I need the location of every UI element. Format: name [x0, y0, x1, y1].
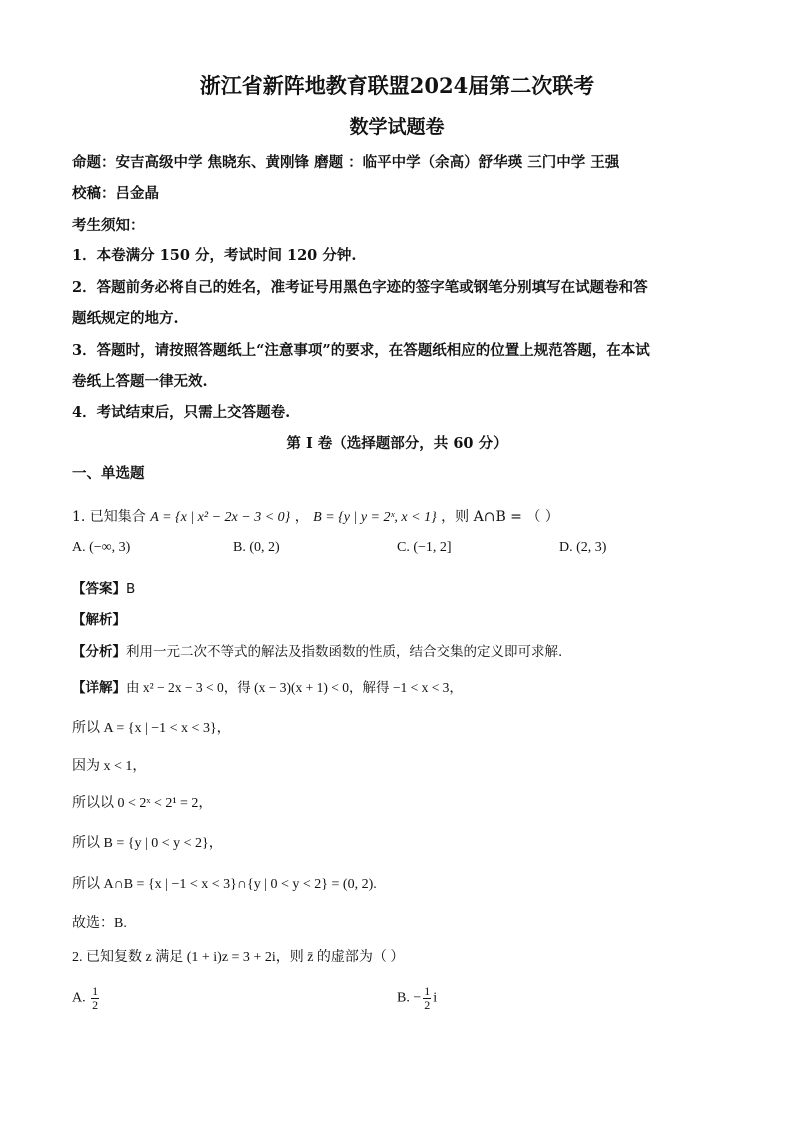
page-subtitle: 数学试题卷 — [349, 116, 445, 138]
q1-answer — [72, 577, 135, 597]
q2-option-b-sign: − — [413, 990, 422, 1006]
q2-option-a-denominator: 2 — [92, 998, 99, 1012]
q2-option-b-numerator: 1 — [424, 984, 431, 998]
credits-line-1: 命题：安吉高级中学 焦晓东、黄刚锋 磨题 ：临平中学（余高）舒华瑛 三门中学 王强 — [72, 154, 620, 171]
q1-detail-1 — [72, 676, 463, 696]
section-title: 第 I 卷（选择题部分，共 60 分） — [286, 435, 508, 452]
section-part: 一、单选题 — [72, 465, 145, 482]
notice-item-2: 2．答题前务必将自己的姓名，准考证号用黑色字迹的签字笔或钢笔分别填写在试题卷和答 — [72, 279, 648, 296]
q1-option-c: C. (−1, 2] — [397, 540, 452, 555]
notice-item-4: 4．考试结束后，只需上交答题卷. — [72, 404, 291, 421]
page-title: 浙江省新阵地教育联盟2024届第二次联考 — [199, 73, 595, 98]
q1-detail-3: 因为 x < 1， — [72, 759, 147, 774]
q1-conclusion: 故选：B. — [72, 916, 127, 931]
question-1: 1. 已知集合 A = {x | x² − 2x − 3 < 0} ， B = {y | y = 2ˣ, x < 1} ，则 A∩B = （ ） — [72, 509, 559, 525]
q2-option-a-numerator: 1 — [92, 984, 99, 998]
q1-set-b: B = {y | y = 2ˣ, x < 1} — [313, 510, 437, 525]
q1-option-d: D. (2, 3) — [559, 540, 607, 555]
q1-fenxi-text: 利用一元二次不等式的解法及指数函数的性质，结合交集的定义即可求解. — [126, 644, 563, 660]
notice-item-3-cont: 卷纸上答题一律无效. — [72, 373, 208, 390]
q1-detail-5: 所以 B = {y | 0 < y < 2}， — [72, 836, 223, 851]
notice-item-2-cont: 题纸规定的地方. — [72, 310, 179, 327]
q1-fenxi-label: 【分析】 — [72, 644, 126, 660]
q1-detail-label: 【详解】 — [72, 680, 126, 696]
notice-item-3: 3．答题时，请按照答题纸上“注意事项”的要求，在答题纸相应的位置上规范答题，在本试 — [72, 342, 650, 359]
q2-option-a — [72, 985, 101, 1012]
q2-option-b-label: B. — [397, 990, 410, 1006]
q2-option-b-suffix: i — [433, 990, 438, 1006]
q1-option-a: A. (−∞, 3) — [72, 540, 131, 555]
q1-answer-value: B — [126, 581, 136, 597]
q2-option-b-denominator: 2 — [424, 998, 431, 1012]
q1-detail-4: 所以以 0 < 2ˣ < 2¹ = 2， — [72, 796, 213, 811]
q2-option-b — [397, 985, 437, 1012]
q1-option-b: B. (0, 2) — [233, 540, 280, 555]
question-2: 2. 已知复数 z 满足 (1 + i)z = 3 + 2i，则 z̄ 的虚部为（ ） — [72, 950, 405, 965]
q1-prefix: 1. 已知集合 — [72, 509, 146, 525]
q1-set-a: A = {x | x² − 2x − 3 < 0} — [150, 510, 291, 525]
q1-detail-1-text: 由 x² − 2x − 3 < 0，得 (x − 3)(x + 1) < 0，解得 −1 < x < 3， — [126, 680, 463, 695]
q2-option-a-fraction — [91, 985, 99, 1012]
q2-option-a-label: A. — [72, 990, 86, 1006]
q1-fenxi — [72, 640, 562, 660]
notice-item-1: 1．本卷满分 150 分，考试时间 120 分钟. — [72, 247, 357, 264]
q2-option-b-fraction — [423, 985, 431, 1012]
q1-analysis-label: 【解析】 — [72, 612, 126, 628]
q1-answer-label: 【答案】 — [72, 581, 126, 597]
q1-detail-2: 所以 A = {x | −1 < x < 3}， — [72, 721, 231, 736]
q1-ask: ，则 A∩B = （ ） — [441, 509, 559, 525]
q1-detail-6: 所以 A∩B = {x | −1 < x < 3}∩{y | 0 < y < 2} = (0, 2). — [72, 877, 377, 892]
notice-heading: 考生须知： — [72, 217, 145, 234]
credits-line-2: 校稿：吕金晶 — [72, 185, 159, 202]
